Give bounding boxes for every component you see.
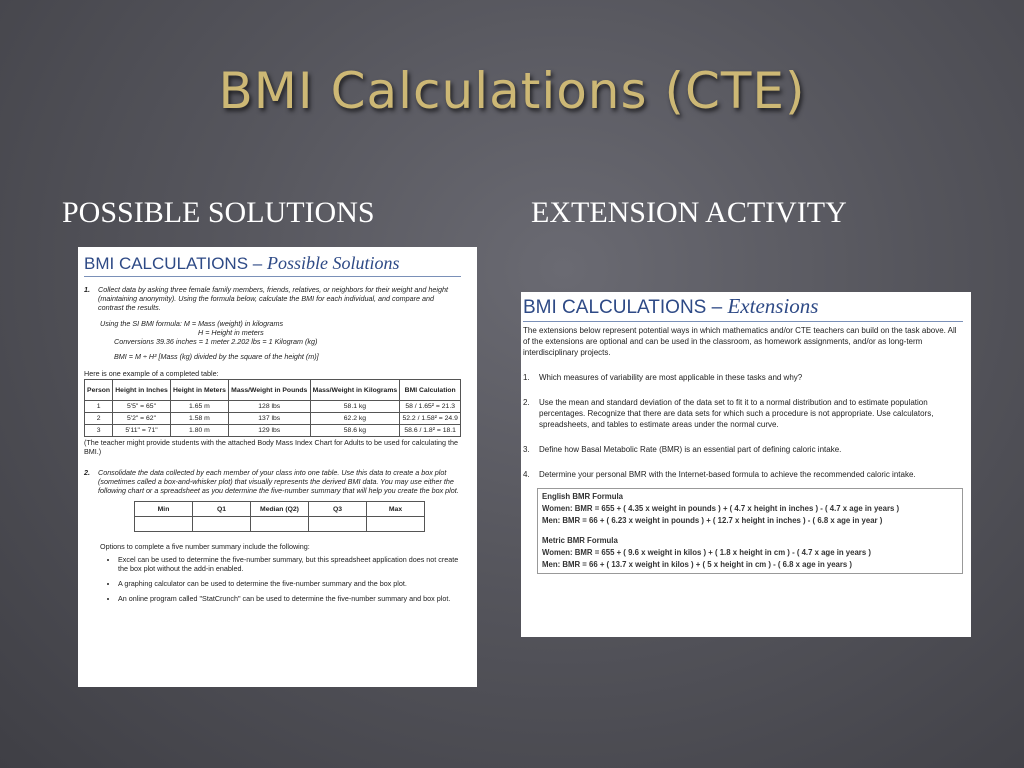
bmi-table-header-row	[85, 380, 461, 401]
table-header-cell: Mass/Weight in Kilograms	[310, 380, 400, 401]
doc-title-italic: Extensions	[727, 294, 819, 318]
table-header-cell: Height in Meters	[170, 380, 228, 401]
option-item: • An online program called "StatCrunch" can be used to determine the five-number summary and box plot.	[118, 594, 461, 603]
five-number-blank-cell	[367, 517, 425, 532]
si-formula-block	[84, 319, 461, 361]
extension-item	[523, 372, 963, 383]
teacher-note: (The teacher might provide students with the attached Body Mass Index Chart for Adults to be used for calculating the BMI.)	[84, 438, 458, 456]
extension-item-text: Which measures of variability are most applicable in these tasks and why?	[539, 373, 803, 382]
table-header-cell: BMI Calculation	[400, 380, 461, 401]
metric-bmr-women: Women: BMR = 655 + ( 9.6 x weight in kilos ) + ( 1.8 x height in cm ) - ( 4.7 x age in years )	[542, 548, 871, 557]
table-cell: 1.80 m	[170, 425, 228, 437]
si-line-1: Using the SI BMI formula: M = Mass (weight) in kilograms	[100, 319, 284, 328]
english-bmr-women: Women: BMR = 655 + ( 4.35 x weight in pounds ) + ( 4.7 x height in inches ) - ( 4.7 x age in years )	[542, 504, 900, 513]
five-number-blank-cell	[193, 517, 251, 532]
extensions-doc-title	[523, 294, 963, 322]
five-number-header-cell: Q3	[309, 502, 367, 517]
si-line-3: Conversions 39.36 inches = 1 meter 2.202 lbs = 1 Kilogram (kg)	[114, 337, 318, 346]
extension-item-number: 4.	[523, 470, 530, 479]
step-1-number: 1.	[84, 285, 90, 294]
extensions-document	[521, 292, 971, 637]
table-cell: 3	[85, 425, 113, 437]
table-cell: 137 lbs	[229, 413, 311, 425]
step-1	[84, 285, 461, 312]
five-number-header-cell: Min	[135, 502, 193, 517]
table-row	[85, 401, 461, 413]
extension-item	[523, 444, 963, 455]
five-number-header-row	[135, 502, 425, 517]
table-cell: 58 / 1.65² = 21.3	[400, 401, 461, 413]
table-cell: 58.6 / 1.8² = 18.1	[400, 425, 461, 437]
table-cell: 1.65 m	[170, 401, 228, 413]
table-cell: 1.58 m	[170, 413, 228, 425]
five-number-blank-cell	[135, 517, 193, 532]
table-cell: 5'5" = 65"	[113, 401, 171, 413]
table-header-cell: Height in Inches	[113, 380, 171, 401]
table-row	[85, 425, 461, 437]
five-number-header-cell: Median (Q2)	[251, 502, 309, 517]
table-cell: 2	[85, 413, 113, 425]
table-cell: 129 lbs	[229, 425, 311, 437]
extension-item-text: Determine your personal BMR with the Internet-based formula to achieve the recommended caloric intake.	[539, 470, 916, 479]
table-cell: 128 lbs	[229, 401, 311, 413]
si-formula: BMI = M ÷ H² [Mass (kg) divided by the square of the height (m)]	[114, 352, 319, 361]
step-2-text: Consolidate the data collected by each member of your class into one table. Use this data to create a box plot (sometimes called a box-and-whisker plot) that visually represents the derived BMI data. You may use either the following chart or a spreadsheet as you determine the five-number summary that will help you create the box plot.	[98, 468, 459, 495]
extension-activity-heading: EXTENSION ACTIVITY	[531, 196, 847, 229]
five-number-header-cell: Q1	[193, 502, 251, 517]
metric-bmr-men: Men: BMR = 66 + ( 13.7 x weight in kilos ) + ( 5 x height in cm ) - ( 6.8 x age in years )	[542, 560, 853, 569]
extensions-intro: The extensions below represent potential ways in which mathematics and/or CTE teachers can build on the task above. All of the extensions are optional and can be used in the classroom, as homework assignments, and/or as long-term interdisciplinary projects.	[523, 326, 957, 357]
table-cell: 58.1 kg	[310, 401, 400, 413]
bmr-formula-box	[537, 488, 963, 574]
slide-title: BMI Calculations (CTE)	[218, 62, 806, 120]
possible-solutions-document	[78, 247, 477, 687]
extension-item	[523, 469, 963, 480]
doc-title-italic: Possible Solutions	[266, 253, 400, 273]
table-cell: 58.6 kg	[310, 425, 400, 437]
example-intro: Here is one example of a completed table:	[84, 369, 219, 378]
five-number-summary-table	[134, 501, 425, 532]
option-item: • Excel can be used to determine the five-number summary, but this spreadsheet application does not create the box plot without the add-in enabled.	[118, 555, 461, 573]
extension-item-number: 2.	[523, 398, 530, 407]
five-number-header-cell: Max	[367, 502, 425, 517]
table-header-cell: Mass/Weight in Pounds	[229, 380, 311, 401]
extension-item-number: 3.	[523, 445, 530, 454]
table-row	[85, 413, 461, 425]
doc-title-main: BMI CALCULATIONS –	[523, 297, 728, 318]
extension-item-number: 1.	[523, 373, 530, 382]
possible-solutions-heading: POSSIBLE SOLUTIONS	[62, 196, 375, 229]
english-bmr-heading: English BMR Formula	[542, 492, 624, 501]
table-header-cell: Person	[85, 380, 113, 401]
si-line-2: H = Height in meters	[198, 328, 264, 337]
step-1-text: Collect data by asking three female family members, friends, relatives, or neighbors for their weight and height (maintaining anonymity). Using the formula below, calculate the BMI for each individual, and compare and contrast the results.	[98, 285, 448, 312]
extension-item-text: Use the mean and standard deviation of the data set to fit it to a normal distribution and to estimate population percentages. Recognize that there are data sets for which such a procedure is not appropriate. Use calculators, spreadsheets, and tables to estimate areas under the normal curve.	[539, 398, 934, 429]
options-intro: Options to complete a five number summary include the following:	[100, 542, 310, 551]
table-cell: 52.2 / 1.58² = 24.9	[400, 413, 461, 425]
table-cell: 62.2 kg	[310, 413, 400, 425]
doc-title-main: BMI CALCULATIONS –	[84, 254, 267, 273]
step-2-number: 2.	[84, 468, 90, 477]
options-list	[84, 555, 461, 603]
possible-solutions-doc-title	[84, 253, 461, 277]
five-number-blank-cell	[251, 517, 309, 532]
extensions-list	[523, 372, 963, 480]
english-bmr-men: Men: BMR = 66 + ( 6.23 x weight in pounds ) + ( 12.7 x height in inches ) - ( 6.8 x age in year )	[542, 516, 883, 525]
table-cell: 1	[85, 401, 113, 413]
table-cell: 5'2" = 62"	[113, 413, 171, 425]
metric-bmr-heading: Metric BMR Formula	[542, 536, 618, 545]
option-item: • A graphing calculator can be used to determine the five-number summary and the box plot.	[118, 579, 461, 588]
five-number-blank-cell	[309, 517, 367, 532]
step-2	[84, 468, 461, 495]
table-cell: 5'11" = 71"	[113, 425, 171, 437]
extension-item	[523, 397, 963, 430]
extension-item-text: Define how Basal Metabolic Rate (BMR) is an essential part of defining caloric intake.	[539, 445, 842, 454]
bmi-example-table	[84, 379, 461, 437]
five-number-blank-row	[135, 517, 425, 532]
